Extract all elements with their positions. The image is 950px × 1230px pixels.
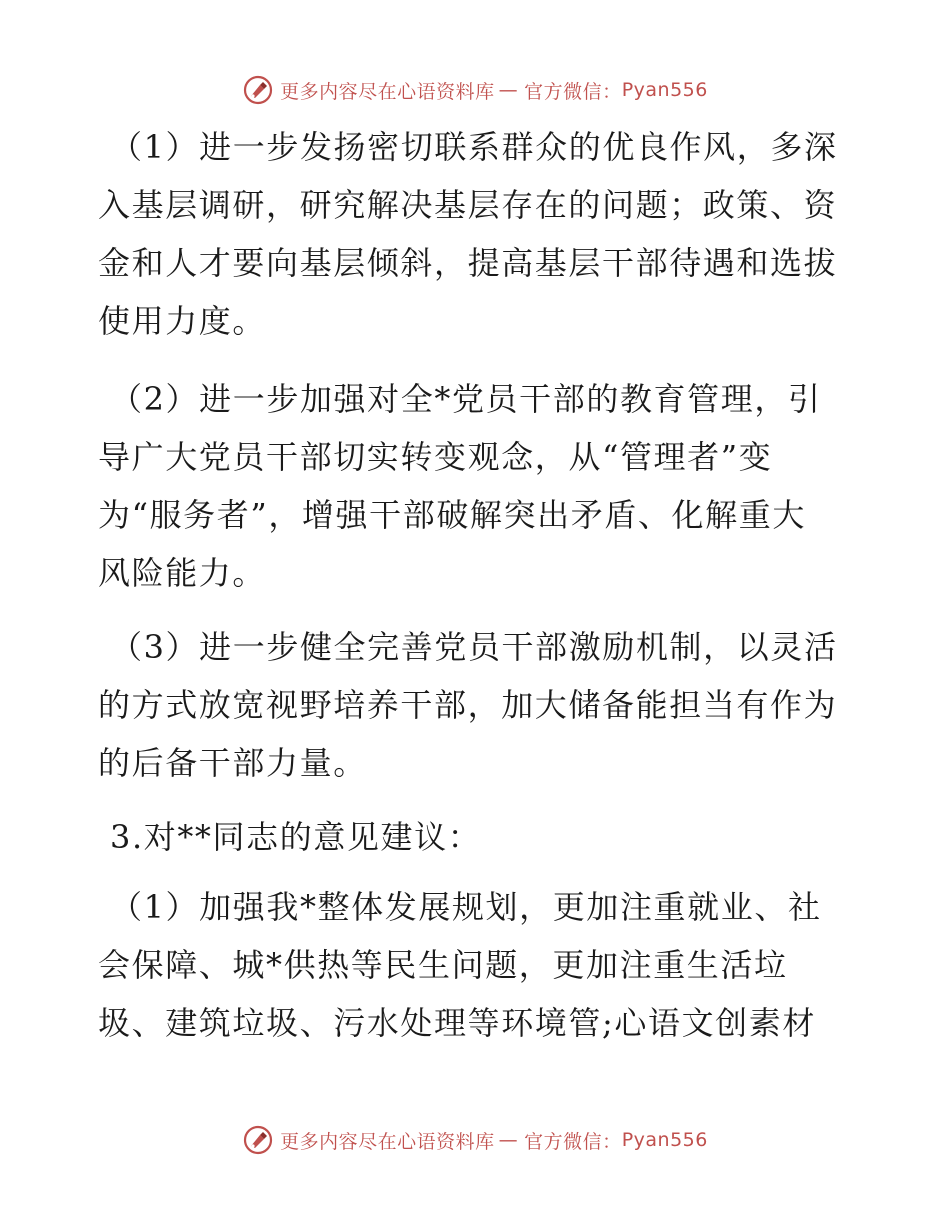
- banner-text: 更多内容尽在心语资料库: [280, 80, 495, 103]
- banner-wechat-label: 官方微信：: [524, 1130, 622, 1153]
- paragraph-2: [98, 370, 850, 602]
- paragraph-line: 导广大党员干部切实转变观念，从“管理者”变: [98, 438, 773, 476]
- paragraph-line: 会保障、城*供热等民生问题，更加注重生活垃: [98, 946, 788, 984]
- banner-text: 更多内容尽在心语资料库: [280, 1130, 495, 1153]
- header-watermark-banner: [0, 72, 950, 108]
- pen-nib-logo-icon: [242, 74, 274, 106]
- paragraph-line: 风险能力。: [98, 554, 267, 592]
- paragraph-line: 使用力度。: [98, 302, 267, 340]
- banner-separator: —: [498, 1129, 519, 1151]
- section-heading: [98, 808, 850, 866]
- paragraph-line: （1）加强我*整体发展规划，更加注重就业、社: [110, 888, 822, 926]
- paragraph-line: 的后备干部力量。: [98, 744, 367, 782]
- paragraph-line: （1）进一步发扬密切联系群众的优良作风，多深: [110, 128, 838, 166]
- paragraph-line: 金和人才要向基层倾斜，提高基层干部待遇和选拔: [98, 244, 838, 282]
- banner-separator: —: [498, 79, 519, 101]
- banner-wechat-id: Pyan556: [621, 1129, 708, 1151]
- paragraph-line: （3）进一步健全完善党员干部激励机制，以灵活: [110, 628, 838, 666]
- banner-wechat-id: Pyan556: [621, 79, 708, 101]
- paragraph-line: 的方式放宽视野培养干部，加大储备能担当有作为: [98, 686, 838, 724]
- paragraph-5: [98, 878, 850, 1052]
- paragraph-line: 圾、建筑垃圾、污水处理等环境管;心语文创素材: [98, 1004, 816, 1042]
- paragraph-line: （2）进一步加强对全*党员干部的教育管理，引: [110, 380, 822, 418]
- pen-nib-logo-icon: [242, 1124, 274, 1156]
- footer-watermark-banner: [0, 1122, 950, 1158]
- paragraph-1: [98, 118, 850, 350]
- paragraph-3: [98, 618, 850, 792]
- section-heading-text: 3.对**同志的意见建议：: [110, 818, 482, 856]
- banner-wechat-label: 官方微信：: [524, 80, 622, 103]
- paragraph-line: 入基层调研，研究解决基层存在的问题；政策、资: [98, 186, 838, 224]
- paragraph-line: 为“服务者”，增强干部破解突出矛盾、化解重大: [98, 496, 806, 534]
